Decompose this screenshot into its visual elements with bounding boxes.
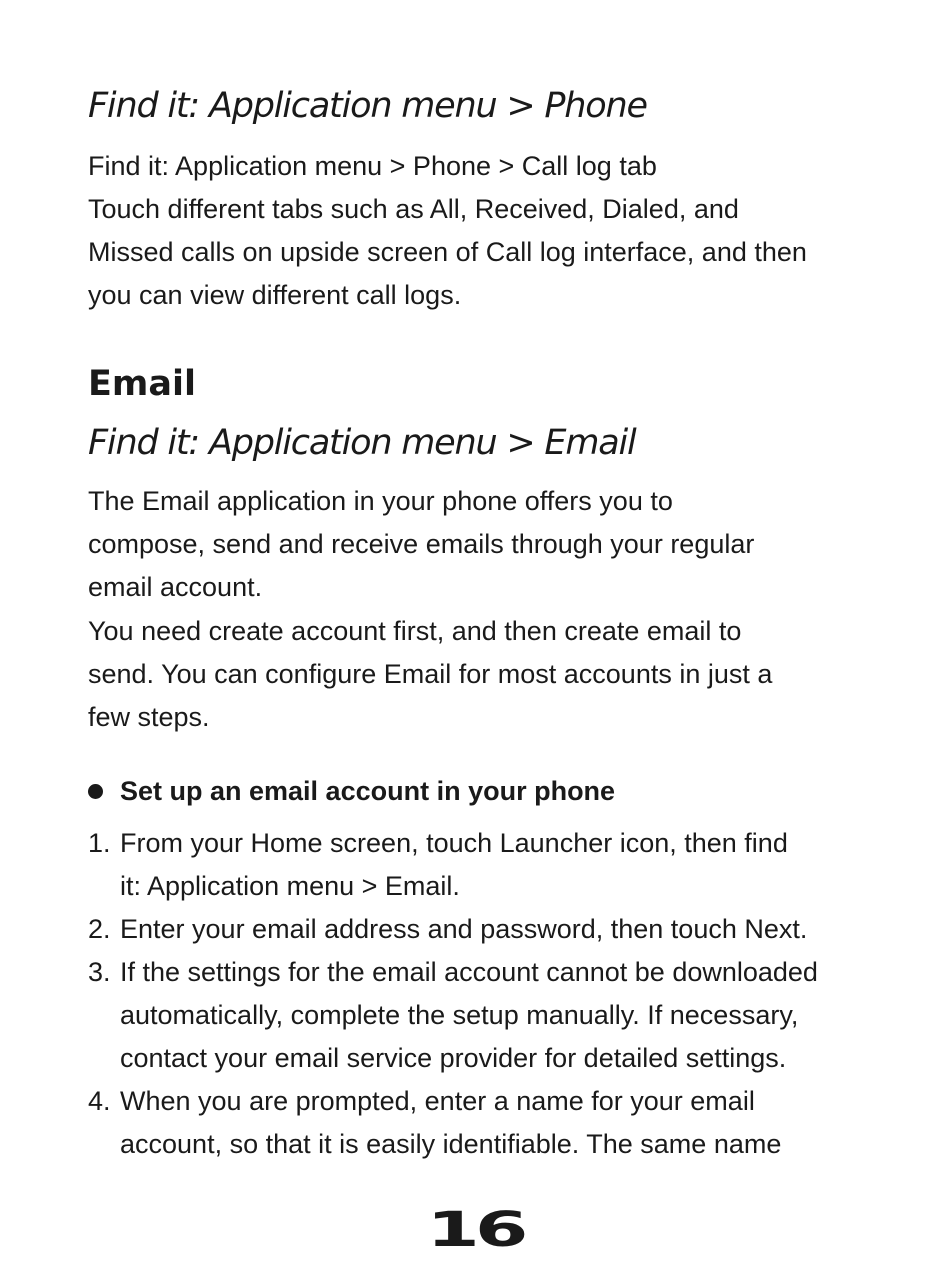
text-line: contact your email service provider for detailed settings.	[120, 1043, 787, 1073]
page-number: 16	[426, 1202, 524, 1258]
email-findit-heading: Find it: Application menu > Email	[88, 423, 636, 463]
list-item	[88, 1080, 818, 1166]
bullet-title: Set up an email account in your phone	[120, 776, 616, 806]
phone-findit-heading: Find it: Application menu > Phone	[88, 86, 647, 126]
step-number: 1.	[88, 828, 111, 858]
step-number: 3.	[88, 957, 111, 987]
setup-steps-list	[88, 822, 818, 1166]
step-text	[120, 951, 818, 1080]
text-line: You need create account first, and then create email to	[88, 616, 742, 646]
list-item	[88, 951, 818, 1080]
text-line: Enter your email address and password, then touch Next.	[120, 914, 808, 944]
text-line: Missed calls on upside screen of Call log interface, and then	[88, 237, 807, 267]
text-line: email account.	[88, 572, 263, 602]
email-setup-paragraph	[88, 610, 772, 739]
text-line: From your Home screen, touch Launcher icon, then find	[120, 828, 788, 858]
text-line: compose, send and receive emails through your regular	[88, 529, 755, 559]
step-text	[120, 1080, 781, 1166]
text-line: When you are prompted, enter a name for your email	[120, 1086, 755, 1116]
text-line: few steps.	[88, 702, 210, 732]
text-line: account, so that it is easily identifiable. The same name	[120, 1129, 782, 1159]
calllog-paragraph	[88, 145, 807, 317]
step-text	[120, 822, 788, 908]
email-intro-paragraph	[88, 480, 754, 609]
text-line: send. You can configure Email for most accounts in just a	[88, 659, 773, 689]
setup-bullet	[88, 771, 615, 811]
text-line: you can view different call logs.	[88, 280, 462, 310]
text-line: Touch different tabs such as All, Received, Dialed, and	[88, 194, 739, 224]
text-line: If the settings for the email account cannot be downloaded	[120, 957, 818, 987]
list-item	[88, 908, 818, 951]
step-number: 4.	[88, 1086, 111, 1116]
text-line: The Email application in your phone offers you to	[88, 486, 673, 516]
text-line: automatically, complete the setup manually. If necessary,	[120, 1000, 799, 1030]
text-line: it: Application menu > Email.	[120, 871, 460, 901]
text-line: Find it: Application menu > Phone > Call log tab	[88, 151, 657, 181]
bullet-icon	[88, 784, 103, 799]
list-item	[88, 822, 818, 908]
email-section-title: Email	[88, 364, 196, 404]
step-text	[120, 908, 807, 951]
step-number: 2.	[88, 914, 111, 944]
